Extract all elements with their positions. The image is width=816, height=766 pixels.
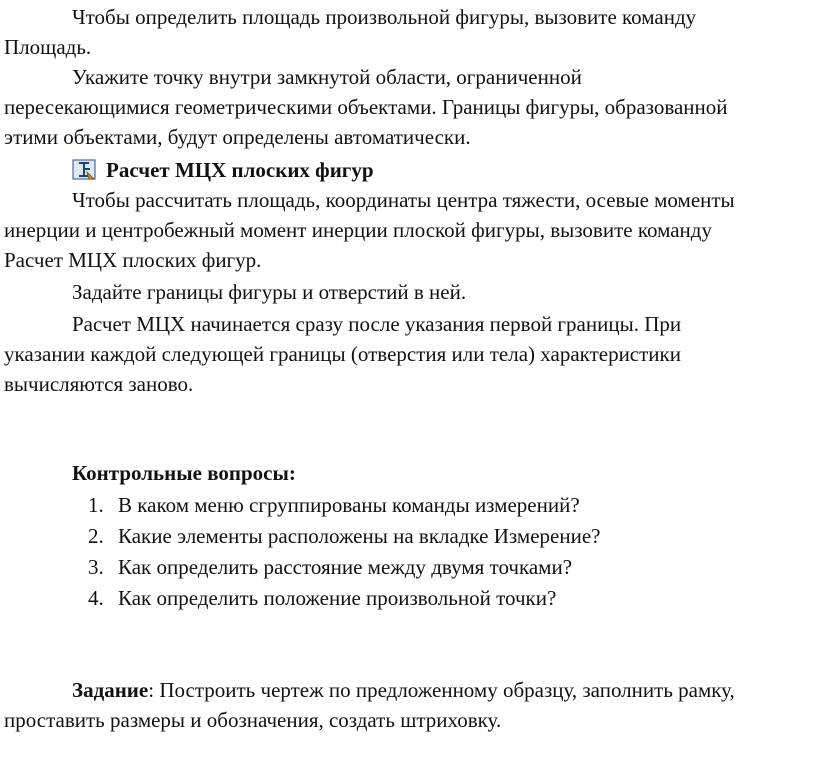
p1-line-2: Площадь. xyxy=(4,35,92,59)
task-line-1 xyxy=(72,675,735,705)
p5-line-2: указании каждой следующей границы (отверстия или тела) характеристики xyxy=(4,342,681,366)
p2-line-2: пересекающимися геометрическими объектами. Границы фигуры, образованной xyxy=(4,95,728,119)
p1-line-1: Чтобы определить площадь произвольной фигуры, вызовите команду xyxy=(72,5,697,29)
p5-line-3: вычисляются заново. xyxy=(4,372,194,396)
question-item xyxy=(88,583,556,613)
question-item xyxy=(88,521,600,551)
section-heading xyxy=(72,155,374,185)
questions-title: Контрольные вопросы: xyxy=(72,461,296,485)
question-text: Как определить расстояние между двумя точками? xyxy=(118,555,573,579)
section-title: Расчет МЦХ плоских фигур xyxy=(106,158,374,182)
p3-line-3: Расчет МЦХ плоских фигур. xyxy=(4,248,262,272)
p2-line-3: этими объектами, будут определены автоматически. xyxy=(4,125,471,149)
question-text: В каком меню сгруппированы команды измерений? xyxy=(118,493,580,517)
question-number: 4. xyxy=(88,586,104,610)
p5-line-1: Расчет МЦХ начинается сразу после указания первой границы. При xyxy=(72,312,682,336)
task-line-2: проставить размеры и обозначения, создать штриховку. xyxy=(4,708,502,732)
p2-line-1: Укажите точку внутри замкнутой области, ограниченной xyxy=(72,65,582,89)
question-text: Какие элементы расположены на вкладке Измерение? xyxy=(118,524,601,548)
question-item xyxy=(88,552,572,582)
question-number: 2. xyxy=(88,524,104,548)
task-label: Задание xyxy=(72,678,149,702)
p4-line-1: Задайте границы фигуры и отверстий в ней. xyxy=(72,280,467,304)
task-text: : Построить чертеж по предложенному образцу, заполнить рамку, xyxy=(148,678,735,702)
question-item xyxy=(88,490,580,520)
question-number: 3. xyxy=(88,555,104,579)
mass-properties-icon xyxy=(72,158,98,182)
question-number: 1. xyxy=(88,493,104,517)
question-text: Как определить положение произвольной точки? xyxy=(118,586,557,610)
p3-line-2: инерции и центробежный момент инерции плоской фигуры, вызовите команду xyxy=(4,218,712,242)
p3-line-1: Чтобы рассчитать площадь, координаты центра тяжести, осевые моменты xyxy=(72,188,735,212)
